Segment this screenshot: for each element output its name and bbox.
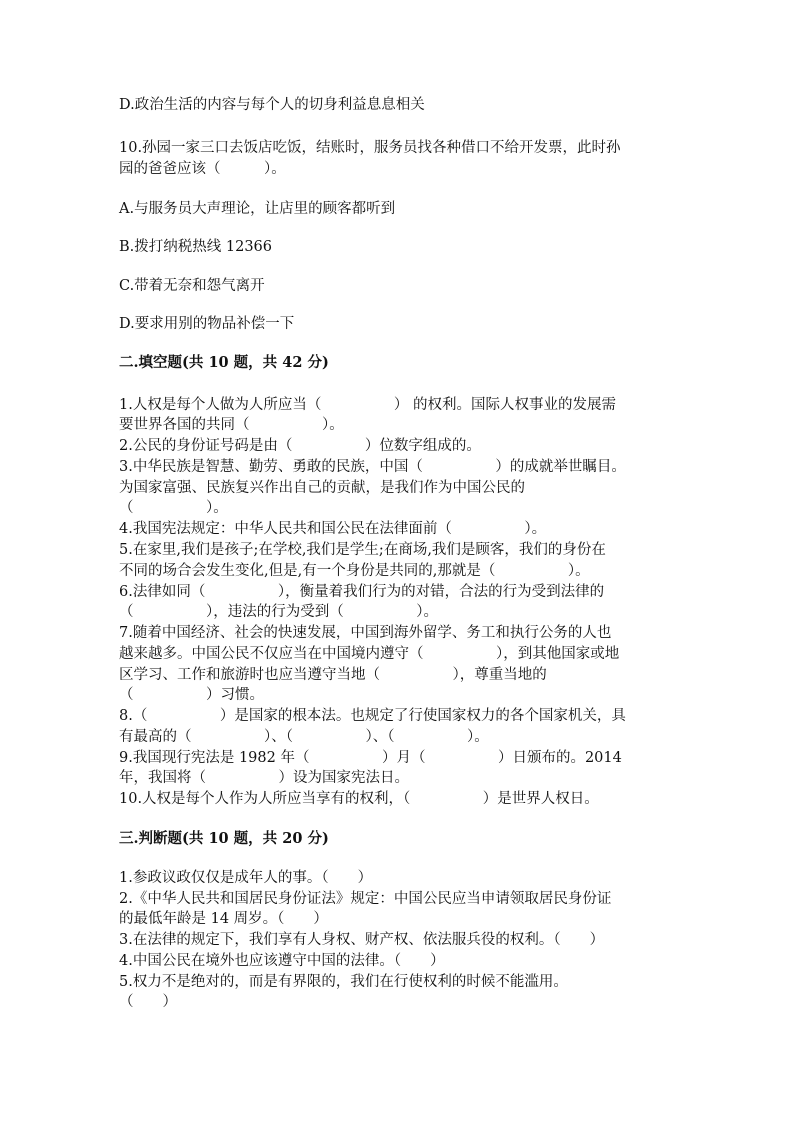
fill-5-line-1: 5.在家里,我们是孩子;在学校,我们是学生;在商场,我们是顾客，我们的身份在 [119,542,606,558]
fill-1-line-1: 1.人权是每个人做为人所应当（ ） 的权利。国际人权事业的发展需 [119,397,616,413]
fill-10: 10.人权是每个人作为人所应当享有的权利，（ ）是世界人权日。 [119,791,599,807]
section-heading-fill-blank: 二.填空题(共 10 题，共 42 分) [119,354,329,371]
choice-10-b: B.拨打纳税热线 12366 [119,239,272,255]
choice-9-d: D.政治生活的内容与每个人的切身利益息息相关 [119,97,425,113]
fill-7-line-1: 7.随着中国经济、社会的快速发展，中国到海外留学、务工和执行公务的人也 [119,625,612,641]
fill-3-line-3: （ ）。 [119,500,228,516]
choice-10-d: D.要求用别的物品补偿一下 [119,316,295,332]
judge-2-line-1: 2.《中华人民共和国居民身份证法》规定：中国公民应当申请领取居民身份证 [119,891,612,907]
fill-6-line-1: 6.法律如同（ ），衡量着我们行为的对错，合法的行为受到法律的 [119,584,605,600]
fill-4: 4.我国宪法规定：中华人民共和国公民在法律面前（ ）。 [119,521,547,537]
fill-3-line-1: 3.中华民族是智慧、勤劳、勇敢的民族，中国（ ）的成就举世瞩目。 [119,459,626,475]
judge-4: 4.中国公民在境外也应该遵守中国的法律。（ ） [119,953,445,969]
question-10-line-1: 10.孙园一家三口去饭店吃饭，结账时，服务员找各种借口不给开发票，此时孙 [119,140,621,156]
fill-6-line-2: （ ），违法的行为受到（ ）。 [119,604,438,620]
fill-8-line-1: 8.（ ）是国家的根本法。也规定了行使国家权力的各个国家机关，具 [119,708,626,724]
fill-1-line-2: 要世界各国的共同（ ）。 [119,417,344,433]
fill-7-line-4: （ ）习惯。 [119,687,264,703]
fill-3-line-2: 为国家富强、民族复兴作出自己的贡献，是我们作为中国公民的 [119,480,525,496]
fill-5-line-2: 不同的场合会发生变化,但是,有一个身份是共同的,那就是（ ）。 [119,563,590,579]
choice-10-c: C.带着无奈和怨气离开 [119,278,265,294]
judge-5-line-1: 5.权力不是绝对的，而是有界限的，我们在行使权利的时候不能滥用。 [119,974,568,990]
fill-8-line-2: 有最高的（ ）、（ ）、（ ）。 [119,729,489,745]
section-heading-true-false: 三.判断题(共 10 题，共 20 分) [119,830,329,847]
fill-2: 2.公民的身份证号码是由（ ）位数字组成的。 [119,438,481,454]
judge-5-line-2: （ ） [119,994,177,1010]
fill-9-line-2: 年，我国将（ ）设为国家宪法日。 [119,770,409,786]
judge-3: 3.在法律的规定下，我们享有人身权、财产权、依法服兵役的权利。（ ） [119,932,605,948]
judge-2-line-2: 的最低年龄是 14 周岁。（ ） [119,911,328,927]
choice-10-a: A.与服务员大声理论，让店里的顾客都听到 [119,201,396,217]
judge-1: 1.参政议政仅仅是成年人的事。（ ） [119,870,373,886]
fill-7-line-2: 越来越多。中国公民不仅应当在中国境内遵守（ ），到其他国家或地 [119,646,620,662]
fill-7-line-3: 区学习、工作和旅游时也应当遵守当地（ ），尊重当地的 [119,667,547,683]
fill-9-line-1: 9.我国现行宪法是 1982 年（ ）月（ ）日颁布的。2014 [119,750,622,766]
question-10-line-2: 园的爸爸应该（ ）。 [119,161,286,177]
